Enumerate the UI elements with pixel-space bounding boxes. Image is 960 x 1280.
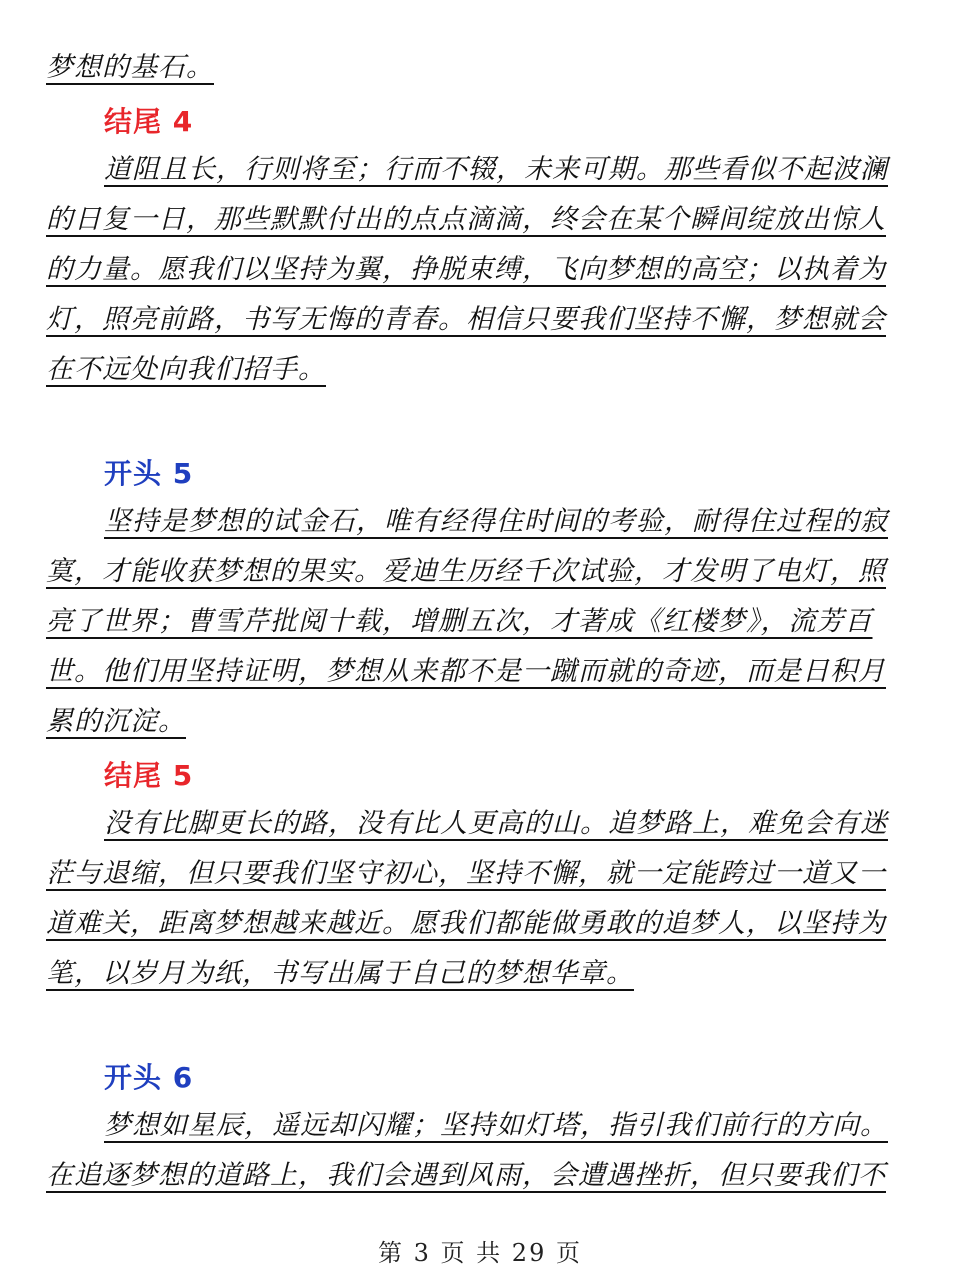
ending-5-line: 没有比脚更长的路，没有比人更高的山。追梦路上，难免会有迷	[104, 808, 888, 839]
ending-4-heading: 结尾 4	[104, 105, 194, 138]
opening-5-line: 亮了世界；曹雪芹批阅十载，增删五次，才著成《红楼梦》，流芳百	[46, 606, 873, 637]
opening-5-line: 寞，才能收获梦想的果实。爱迪生历经千次试验，才发明了电灯，照	[46, 556, 886, 587]
continued-text-line: 梦想的基石。	[46, 52, 214, 83]
ending-5-line: 笔，以岁月为纸，书写出属于自己的梦想华章。	[46, 958, 634, 989]
ending-5-heading: 结尾 5	[104, 759, 194, 792]
opening-5-line: 坚持是梦想的试金石，唯有经得住时间的考验，耐得住过程的寂	[104, 506, 888, 537]
opening-6-heading: 开头 6	[104, 1061, 194, 1094]
opening-5-heading: 开头 5	[104, 457, 194, 490]
opening-6-line: 在追逐梦想的道路上，我们会遇到风雨，会遭遇挫折，但只要我们不	[46, 1160, 886, 1191]
opening-5-line: 累的沉淀。	[46, 706, 186, 737]
ending-4-line: 的力量。愿我们以坚持为翼，挣脱束缚，飞向梦想的高空；以执着为	[46, 254, 886, 285]
ending-5-line: 茫与退缩，但只要我们坚守初心，坚持不懈，就一定能跨过一道又一	[46, 858, 886, 889]
opening-6-line: 梦想如星辰，遥远却闪耀；坚持如灯塔，指引我们前行的方向。	[104, 1110, 888, 1141]
ending-5-line: 道难关，距离梦想越来越近。愿我们都能做勇敢的追梦人，以坚持为	[46, 908, 886, 939]
ending-4-line: 道阻且长，行则将至；行而不辍，未来可期。那些看似不起波澜	[104, 154, 888, 185]
ending-4-line: 在不远处向我们招手。	[46, 354, 326, 385]
opening-5-line: 世。他们用坚持证明，梦想从来都不是一蹴而就的奇迹，而是日积月	[46, 656, 886, 687]
page-number-footer: 第 3 页 共 29 页	[378, 1239, 582, 1267]
ending-4-line: 灯，照亮前路，书写无悔的青春。相信只要我们坚持不懈，梦想就会	[46, 304, 886, 335]
ending-4-line: 的日复一日，那些默默付出的点点滴滴，终会在某个瞬间绽放出惊人	[46, 204, 886, 235]
